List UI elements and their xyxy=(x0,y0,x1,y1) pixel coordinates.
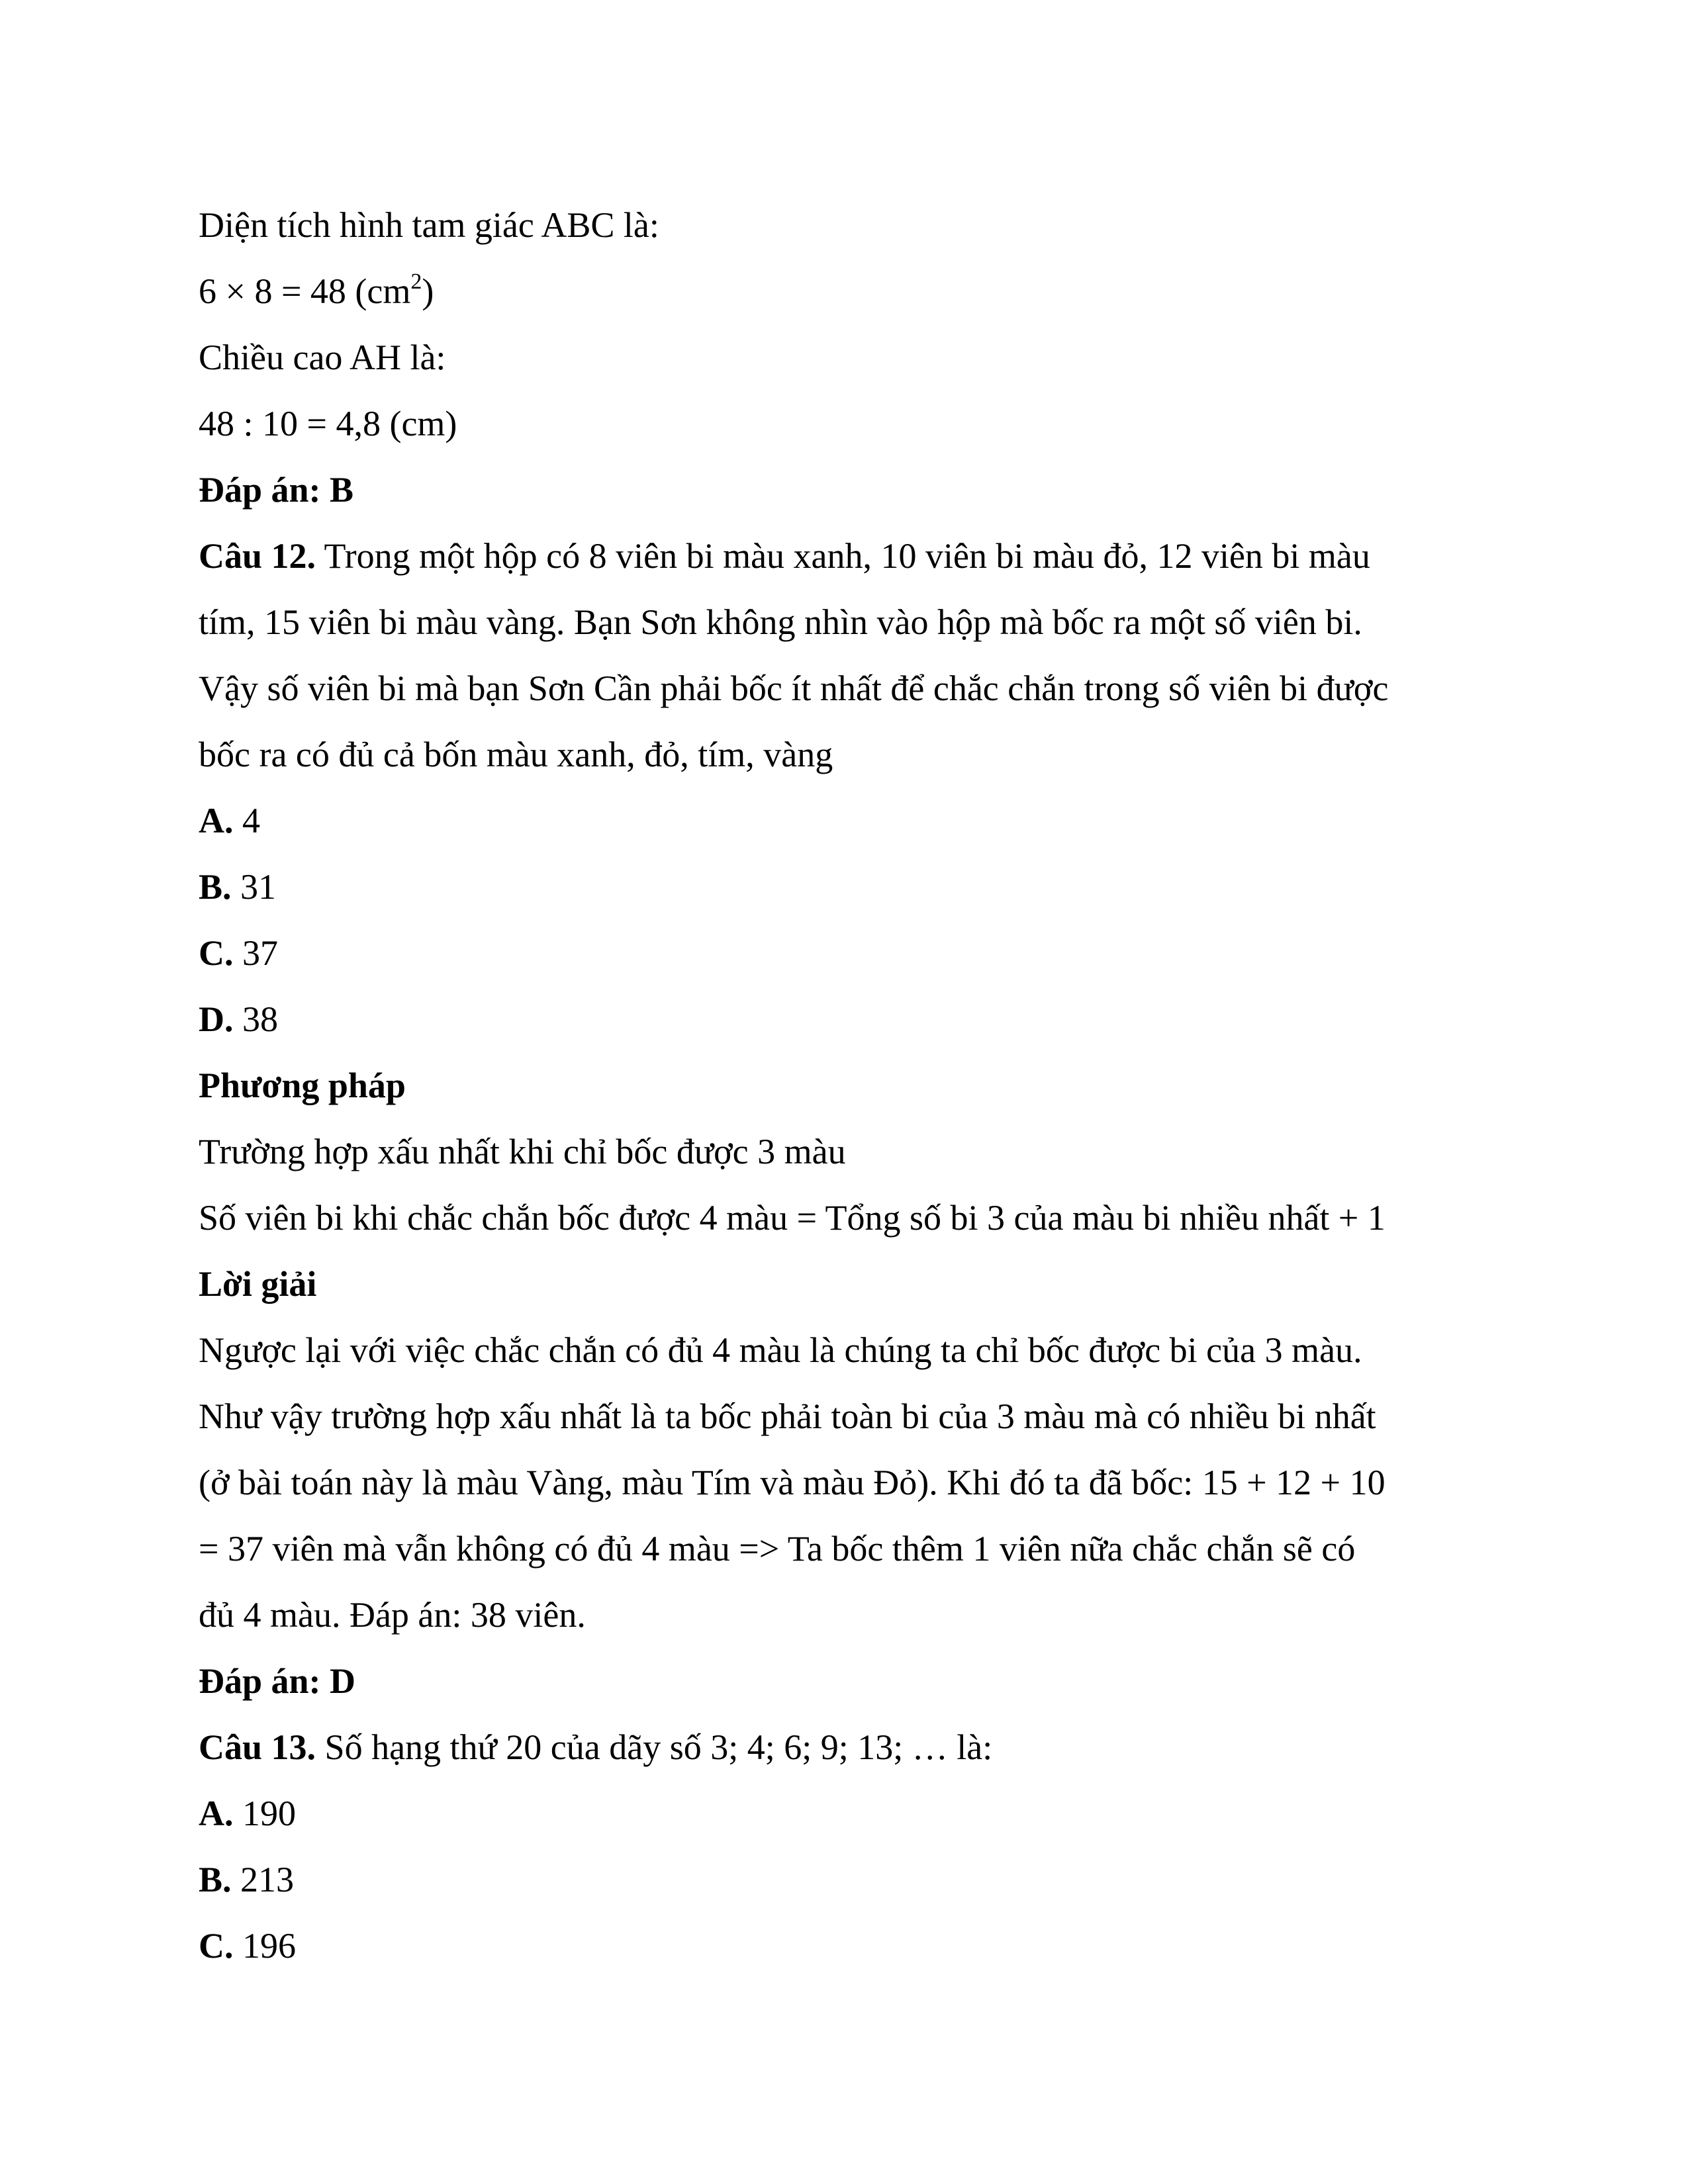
formula-close: ) xyxy=(422,271,434,311)
solution-line: đủ 4 màu. Đáp án: 38 viên. xyxy=(199,1595,586,1635)
option-label: D. xyxy=(199,999,234,1039)
method-line: Số viên bi khi chắc chắn bốc được 4 màu = Tổng số bi 3 của màu bi nhiều nhất + 1 xyxy=(199,1198,1385,1238)
question-label: Câu 13. xyxy=(199,1727,316,1767)
option-d xyxy=(199,986,1496,1052)
solution-line: Diện tích hình tam giác ABC là: xyxy=(199,205,659,245)
option-label: B. xyxy=(199,1860,232,1899)
solution-line: (ở bài toán này là màu Vàng, màu Tím và màu Đỏ). Khi đó ta đã bốc: 15 + 12 + 10 xyxy=(199,1463,1385,1502)
question-label: Câu 12. xyxy=(199,536,316,576)
question-text: Trong một hộp có 8 viên bi màu xanh, 10 viên bi màu đỏ, 12 viên bi màu xyxy=(316,536,1370,576)
option-c xyxy=(199,920,1496,986)
option-a xyxy=(199,1780,1496,1846)
option-value: 196 xyxy=(233,1926,296,1966)
option-value: 37 xyxy=(233,933,278,973)
option-label: A. xyxy=(199,1794,234,1833)
option-c xyxy=(199,1913,1496,1979)
option-value: 4 xyxy=(233,801,260,841)
solution-heading: Lời giải xyxy=(199,1264,317,1304)
solution-line: = 37 viên mà vẫn không có đủ 4 màu => Ta bốc thêm 1 viên nữa chắc chắn sẽ có xyxy=(199,1529,1356,1569)
option-value: 213 xyxy=(231,1860,295,1899)
option-value: 38 xyxy=(233,999,278,1039)
option-b xyxy=(199,1846,1496,1913)
option-a xyxy=(199,788,1496,854)
option-label: C. xyxy=(199,1926,234,1966)
solution-line: Ngược lại với việc chắc chắn có đủ 4 màu là chúng ta chỉ bốc được bi của 3 màu. xyxy=(199,1330,1362,1370)
solution-line: Như vậy trường hợp xấu nhất là ta bốc phải toàn bi của 3 màu mà có nhiều bi nhất xyxy=(199,1396,1376,1436)
superscript: 2 xyxy=(410,269,422,294)
option-value: 190 xyxy=(233,1794,296,1833)
question-13-line xyxy=(199,1714,1496,1780)
option-b xyxy=(199,854,1496,920)
solution-line: 48 : 10 = 4,8 (cm) xyxy=(199,404,457,443)
method-line: Trường hợp xấu nhất khi chỉ bốc được 3 màu xyxy=(199,1132,846,1171)
option-label: B. xyxy=(199,867,232,907)
method-heading: Phương pháp xyxy=(199,1066,406,1105)
option-label: A. xyxy=(199,801,234,841)
question-12-line: Vậy số viên bi mà bạn Sơn Cần phải bốc ít nhất để chắc chắn trong số viên bi được xyxy=(199,668,1389,708)
question-12-line xyxy=(199,523,1496,589)
answer-line: Đáp án: D xyxy=(199,1661,356,1701)
solution-line: Chiều cao AH là: xyxy=(199,338,446,377)
option-label: C. xyxy=(199,933,234,973)
question-12-line: bốc ra có đủ cả bốn màu xanh, đỏ, tím, vàng xyxy=(199,735,833,774)
question-12-line: tím, 15 viên bi màu vàng. Bạn Sơn không nhìn vào hộp mà bốc ra một số viên bi. xyxy=(199,602,1362,642)
option-value: 31 xyxy=(231,867,277,907)
document-page xyxy=(199,192,1496,1979)
solution-formula xyxy=(199,258,1496,324)
question-text: Số hạng thứ 20 của dãy số 3; 4; 6; 9; 13; … là: xyxy=(316,1727,993,1767)
answer-line: Đáp án: B xyxy=(199,470,354,510)
formula-text: 6 × 8 = 48 (cm xyxy=(199,271,411,311)
